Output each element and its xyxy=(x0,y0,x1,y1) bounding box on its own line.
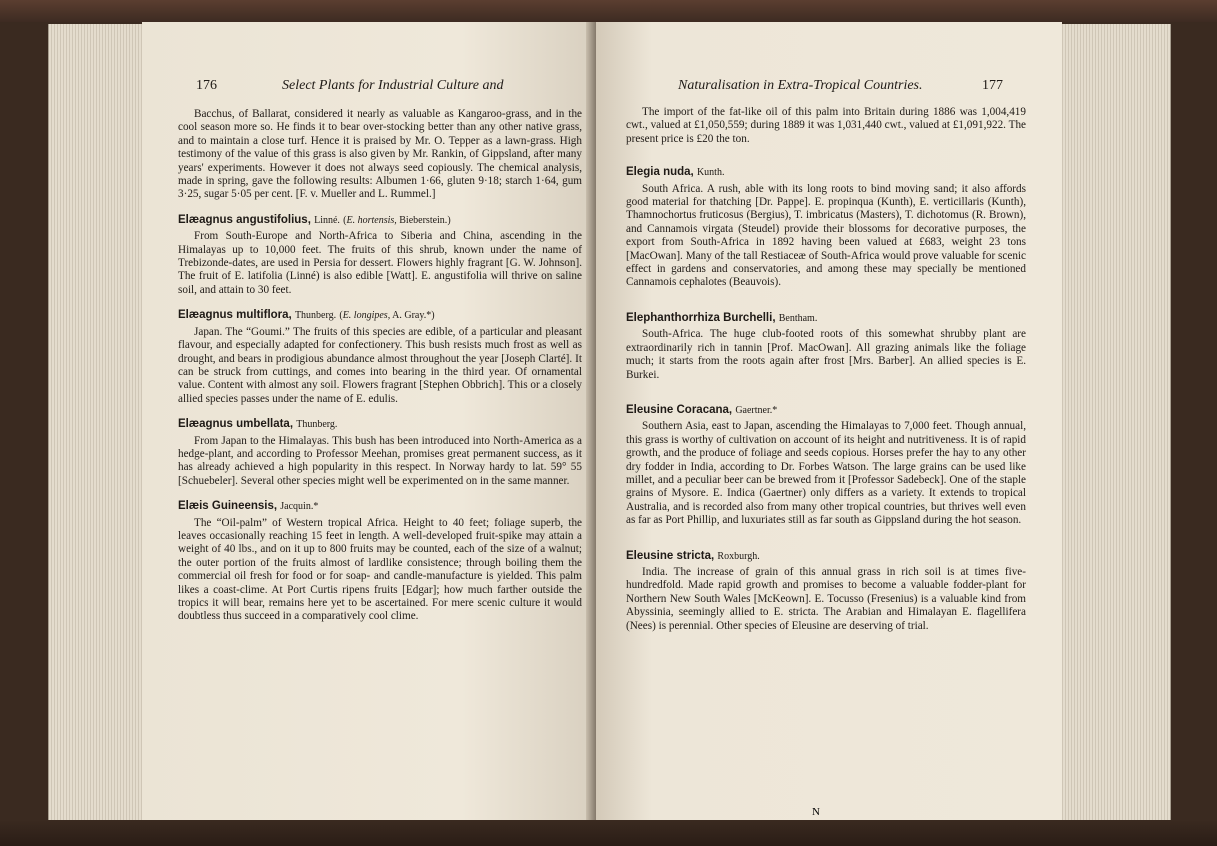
entry-heading xyxy=(626,312,1026,325)
entry-heading xyxy=(178,214,582,227)
species-authority: Roxburgh. xyxy=(717,550,760,562)
body-text: Bacchus, of Ballarat, considered it nearly as valuable as Kangaroo-grass, and in the cool season more so. He finds it to bear over-stocking better than any other native grass, and to maintain a close turf. Hence it is praised by Mr. O. Tepper as a lawn-grass. High testimony of the value of this grass is also given by Mr. Rankin, of Gippsland, after many years' experiments. However it does not always seed copiously. The chemical analysis, made in spring, gave the following results: Albumen 1·66, gluten 9·18; starch 1·64, gum 3·25, sugar 5·05 per cent. [F. v. Mueller and L. Rummel.] xyxy=(178,108,582,201)
entry-text: From South-Europe and North-Africa to Siberia and China, ascending in the Himalayas up to 10,000 feet. The fruits of this shrub, known under the name of Trebizonde-dates, are used in Persia for dessert. Flowers highly fragrant [G. W. Johnson]. The fruit of E. latifolia (Linné) is also edible [Watt]. E. angustifolia will thrive on saline soil, and attain to 30 feet. xyxy=(178,230,582,296)
entry-text: From Japan to the Himalayas. This bush has been introduced into North-America as a hedge-plant, and according to Professor Meehan, promises great permanent success, as it has already achieved a high popularity in this respect. In Norway hardy to lat. 59° 55 [Schuebeler]. Several other species might well be experimented on in the same manner. xyxy=(178,434,582,487)
synonym: (E. longipes, A. Gray.*) xyxy=(339,310,435,322)
entry-elaeagnus-multiflora xyxy=(178,309,582,406)
left-page-body xyxy=(178,108,582,636)
continuation-paragraph xyxy=(626,106,1026,146)
entry-heading xyxy=(626,404,1026,417)
left-page xyxy=(142,22,598,820)
right-page-stack xyxy=(1060,24,1171,822)
species-name: Eleusine Coracana, xyxy=(626,403,733,416)
entry-elaeis-guineensis xyxy=(178,500,582,624)
entry-text: Japan. The “Goumi.” The fruits of this species are edible, of a particular and pleasant flavour, and especially adapted for confectionery. This bush resists much frost as well as drought, and bears in prodigious abundance almost throughout the year [Joseph Clarté]. It can be struck from cuttings, and comes into bearing in the third year. Of ornamental value. Content with almost any soil. Flowers fragrant [Stephen Obbrich]. This or a closely allied species passes under the name of E. edulis. xyxy=(178,325,582,405)
species-name: Elephanthorrhiza Burchelli, xyxy=(626,311,776,324)
running-head-right: Naturalisation in Extra-Tropical Countries. xyxy=(678,78,923,93)
species-name: Elæagnus angustifolius, xyxy=(178,213,311,226)
right-page-body xyxy=(626,106,1026,645)
running-head-left: Select Plants for Industrial Culture and xyxy=(282,78,504,93)
species-authority: Gaertner.* xyxy=(735,404,778,416)
entry-text: The “Oil-palm” of Western tropical Africa. Height to 40 feet; foliage superb, the leaves occasionally reaching 15 feet in length. A well-developed fruit-spike may attain a weight of 40 lbs., and on it up to 800 fruits may be counted, each of the size of a walnut; the outer portion of the fruits almost of lardlike consistence; through boiling them the commercial oil fresh for food or for soap- and candle-manufacture is yielded. This palm likes a coast-clime. At Port Curtis ripens fruits [Edgar]; how much farther outside the tropics it will bear, remains here yet to be ascertained. For mere scenic culture it would doubtless thus succeed in a comparatively cool clime. xyxy=(178,516,582,623)
species-authority: Linné. xyxy=(314,214,340,226)
entry-text: South-Africa. The huge club-footed roots of this somewhat shrubby plant are extraordinarily rich in tannin [Prof. MacOwan]. All grazing animals like the foliage much; it starts from the roots again after frost [Mrs. Barber]. An allied species is E. Burkei. xyxy=(626,328,1026,381)
species-authority: Jacquin.* xyxy=(280,501,319,513)
species-name: Elæagnus umbellata, xyxy=(178,418,294,431)
species-authority: Thunberg. xyxy=(294,310,337,322)
page-number-right: 177 xyxy=(982,78,1003,93)
species-authority: Kunth. xyxy=(696,167,725,179)
synonym-author: Bieberstein. xyxy=(399,214,448,226)
synonym: (E. hortensis, Bieberstein.) xyxy=(343,214,451,226)
entry-text: Southern Asia, east to Japan, ascending the Himalayas to 7,000 feet. Though annual, this grass is worthy of cultivation on account of its height and nutritiveness. It is of rapid growth, and the produce of foliage and seeds copious. Horses prefer the hay to any other dry fodder in India, according to Dr. Forbes Watson. The large grains can be used like millet, and a peculiar beer can be brewed from it [Professor Sadebeck]. One of the staple grains of Mysore. E. Indica (Gaertner) only differs as a variety. It extends to tropical Australia, and is recorded also from many other tropical countries, but thrives well even as far as Port Phillip, and luxuriates still as far south as Gippsland during the hot season. xyxy=(626,420,1026,527)
entry-eleusine-stricta xyxy=(626,550,1026,633)
entry-heading xyxy=(178,500,582,513)
species-name: Elæis Guineensis, xyxy=(178,500,278,513)
book-bottom-edge xyxy=(0,820,1217,846)
entry-text: South Africa. A rush, able with its long roots to bind moving sand; it also affords good material for thatching [Dr. Pappe]. E. propinqua (Kunth), E. verticillaris (Kunth), Thamnochortus fruticosus (Bergius), T. imbricatus (Masters), T. dichotomus (R. Brown), and Cannamois virgata (Steudel) provide their blossoms for decorative purposes, the export from South-Africa in 1892 having been valued at £683, weight 23 tons [MacOwan]. Many of the tall Restiaceæ of South-Africa would prove valuable for scenic effect in gardens and conservatories, and among these may specially be mentioned Cannamois cephalotes (Beauvois). xyxy=(626,182,1026,289)
continuation-paragraph xyxy=(178,108,582,202)
signature-mark: N xyxy=(812,806,820,818)
entry-elaeagnus-angustifolius xyxy=(178,214,582,297)
species-authority: Bentham. xyxy=(778,312,818,324)
entry-heading xyxy=(626,550,1026,563)
species-authority: Thunberg. xyxy=(296,419,338,431)
entry-text: India. The increase of grain of this annual grass in rich soil is at times five-hundredfold. Made rapid growth and promises to become a valuable fodder-plant for Northern New South Wales [McKeown]. E. Tocusso (Fresenius) is a valuable kind from Abyssinia, seemingly allied to E. stricta. The Arabian and Himalayan E. flagellifera (Nees) is perennial. Other species of Eleusine are deserving of trial. xyxy=(626,565,1026,632)
synonym-author: A. Gray.* xyxy=(392,310,432,322)
species-name: Elegia nuda, xyxy=(626,166,694,179)
species-name: Eleusine stricta, xyxy=(626,549,715,562)
entry-elaeagnus-umbellata xyxy=(178,418,582,488)
entry-elephanthorrhiza-burchelli xyxy=(626,312,1026,382)
right-page xyxy=(596,22,1062,820)
synonym-name: E. longipes, xyxy=(342,310,391,322)
page-number-left: 176 xyxy=(196,78,217,93)
entry-heading xyxy=(178,309,582,322)
left-page-stack xyxy=(48,24,144,822)
species-name: Elæagnus multiflora, xyxy=(178,309,292,322)
body-text: The import of the fat-like oil of this palm into Britain during 1886 was 1,004,419 cwt., valued at £1,050,559; during 1889 it was 1,031,440 cwt., valued at £1,091,922. The present price is £20 the ton. xyxy=(626,106,1026,145)
entry-elegia-nuda xyxy=(626,166,1026,290)
book-top-edge xyxy=(0,0,1217,22)
entry-heading xyxy=(178,418,582,431)
synonym-name: E. hortensis, xyxy=(346,214,397,226)
entry-eleusine-coracana xyxy=(626,404,1026,528)
entry-heading xyxy=(626,166,1026,179)
